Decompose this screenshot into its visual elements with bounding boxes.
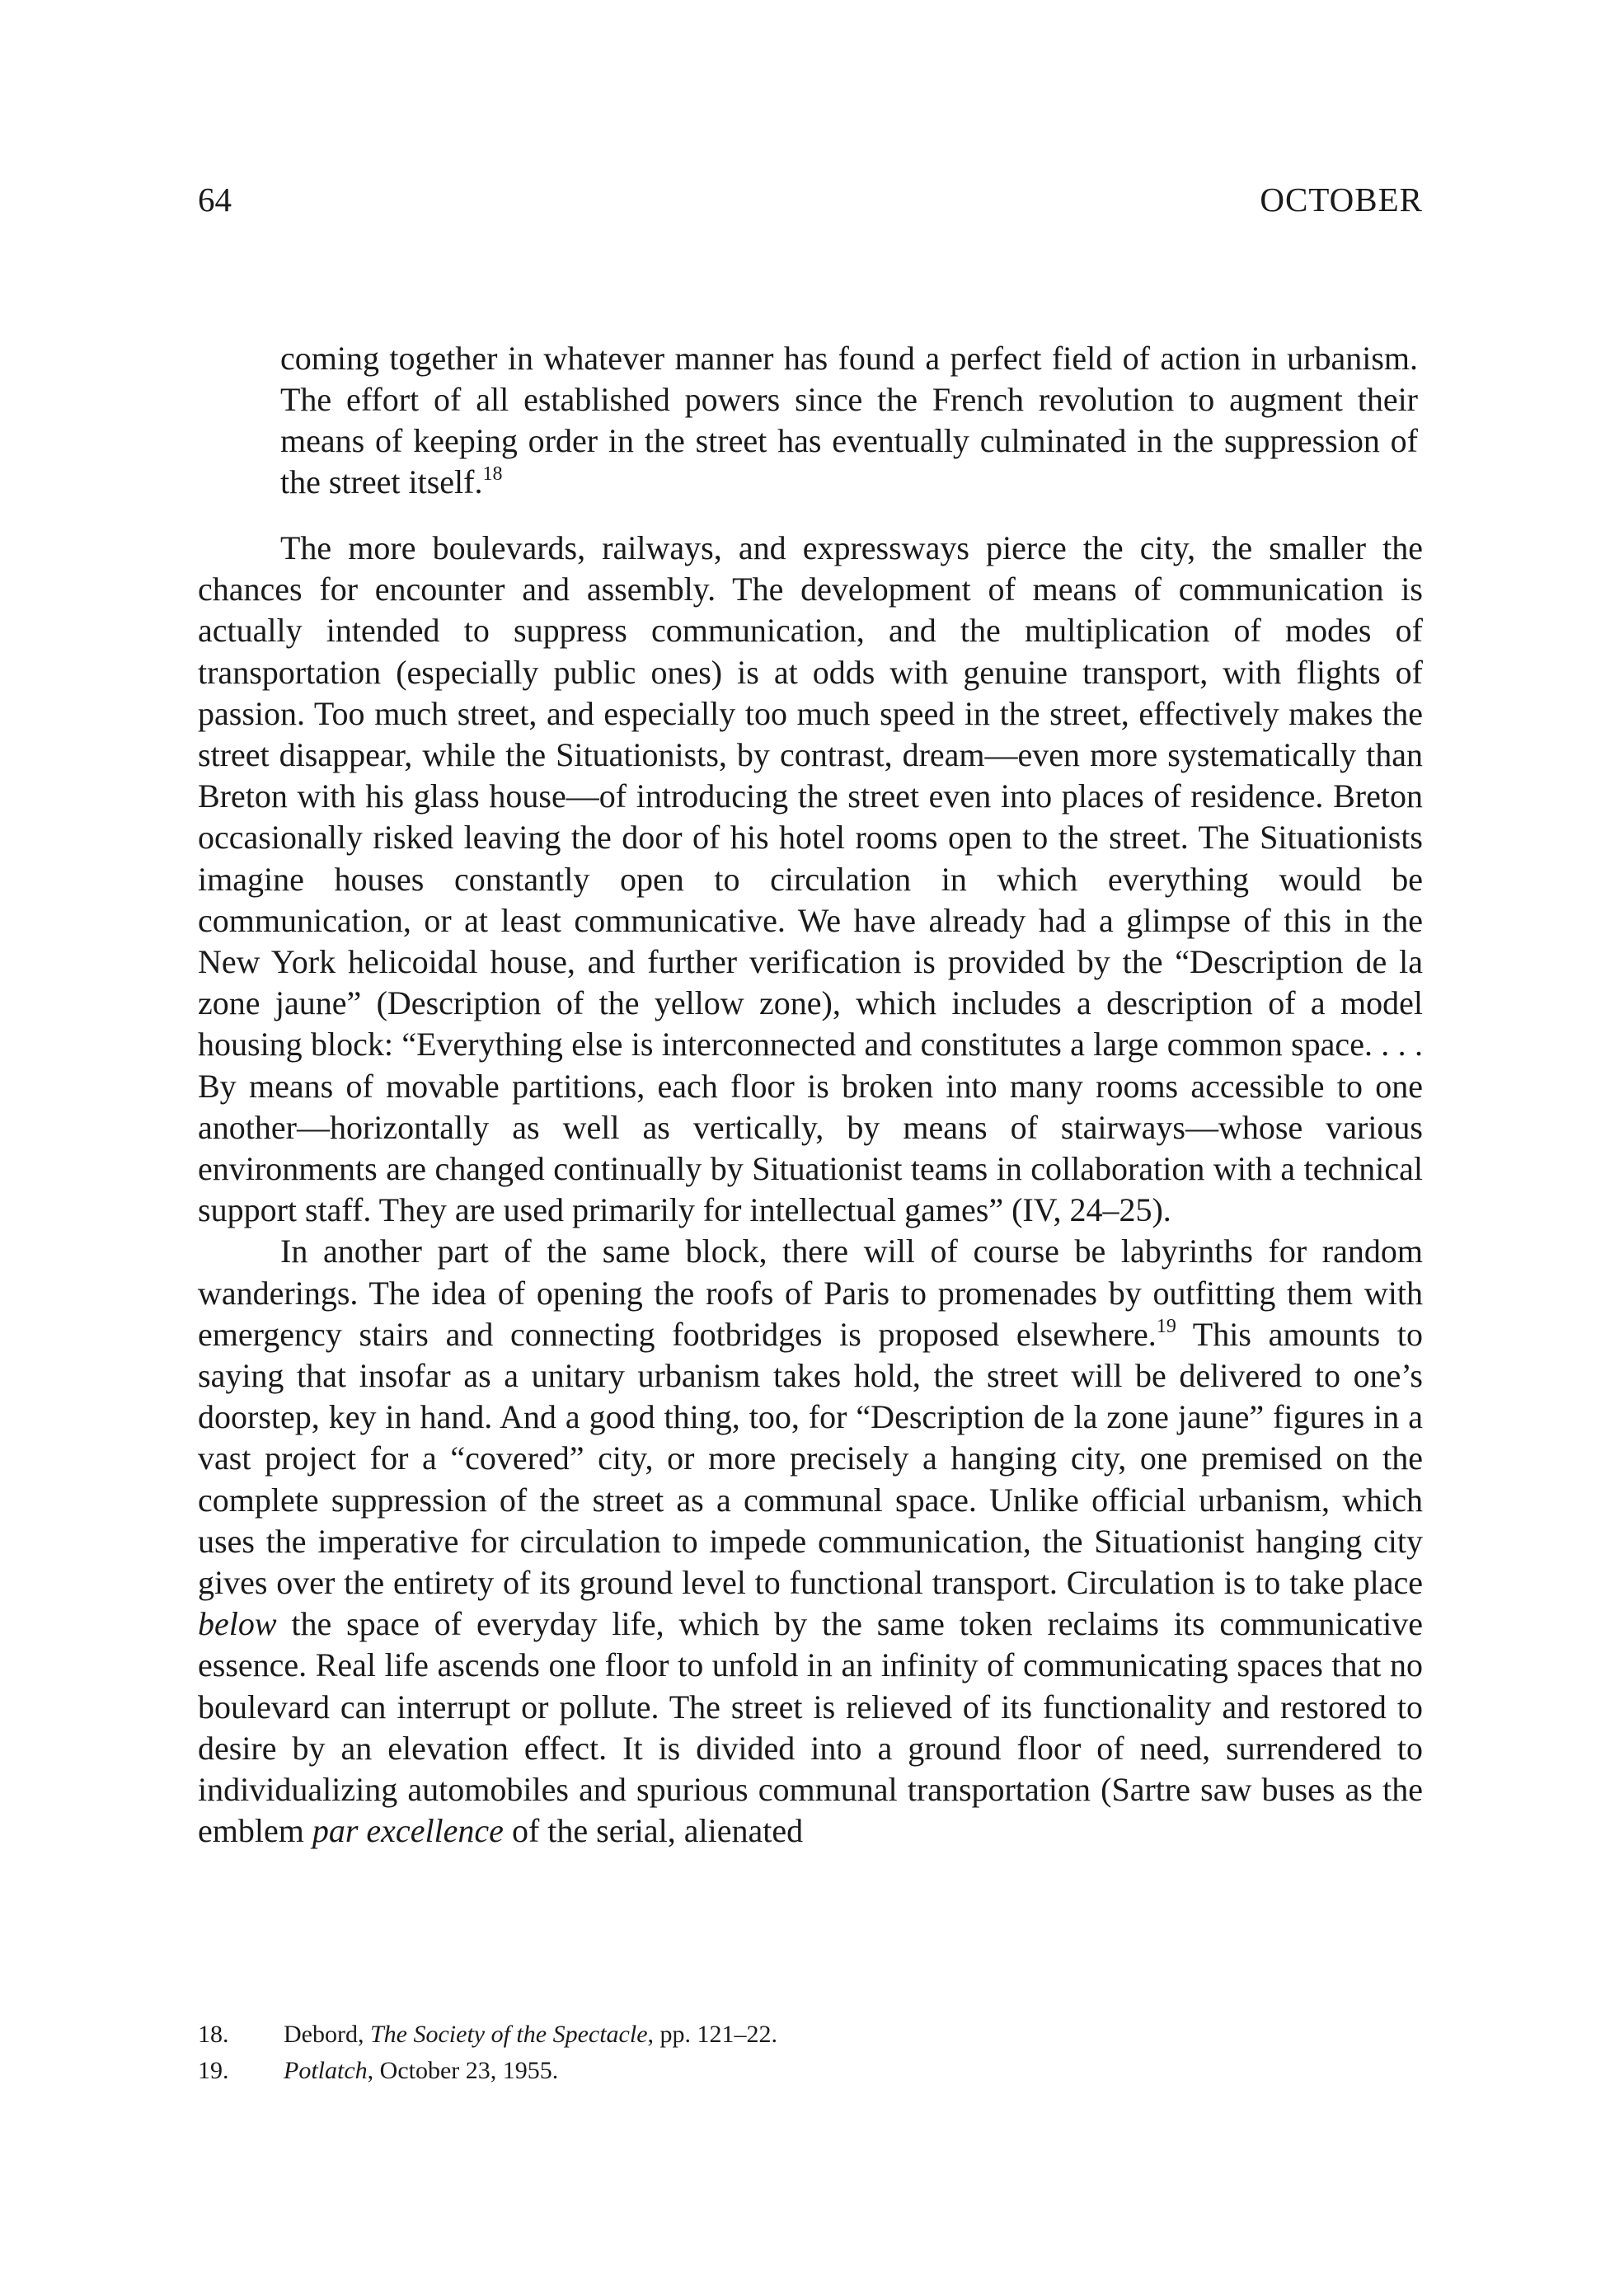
body-text bbox=[198, 528, 1423, 1852]
footnote-number: 19. bbox=[198, 2057, 229, 2084]
footnote-19 bbox=[198, 2053, 1423, 2089]
paragraph-2-italic-below: below bbox=[198, 1605, 277, 1643]
paragraph-2 bbox=[198, 1231, 1423, 1852]
footnote-title: Potlatch bbox=[284, 2057, 368, 2084]
footnote-author: Debord, bbox=[284, 2021, 370, 2048]
paragraph-2-part-2: This amounts to saying that insofar as a unitary urbanism takes hold, the street will be delivered to one’s doorstep, key in hand. And a good thing, too, for “Description de la zone jaune” figures in a vast project for a “covered” city, or more precisely a hanging city, one premised on the complete suppression of the street as a communal space. Unlike official urbanism, which uses the imperative for circulation to impede communication, the Situationist hanging city gives over the entirety of its ground level to functional transport. Circulation is to take place bbox=[198, 1315, 1424, 1602]
footnote-title: The Society of the Spectacle bbox=[369, 2021, 648, 2048]
block-quote bbox=[280, 338, 1418, 503]
paragraph-2-part-1: In another part of the same block, there will of course be labyrinths for random wanderings. The idea of opening the roofs of Paris to promenades by outfitting them with emergency stairs and connecting footbridges is proposed elsewhere. bbox=[198, 1233, 1423, 1353]
footnote-18 bbox=[198, 2017, 1423, 2053]
footnote-number: 18. bbox=[198, 2021, 229, 2048]
paragraph-1: The more boulevards, railways, and expressways pierce the city, the smaller the chances for encounter and assembly. The development of means of communication is actually intended to suppress communication, and the multiplication of modes of transportation (especially public ones) is at odds with genuine transport, with flights of passion. Too much street, and especially too much speed in the street, effectively makes the street disappear, while the Situationists, by contrast, dream—even more systematically than Breton with his glass house—of introducing the street even into places of residence. Breton occasionally risked leaving the door of his hotel rooms open to the street. The Situationists imagine houses constantly open to circulation in which everything would be communication, or at least communicative. We have already had a glimpse of this in the New York helicoidal house, and further verification is provided by the “Description de la zone jaune” (Description of the yellow zone), which includes a description of a model housing block: “Everything else is interconnected and constitutes a large common space. . . . By means of movable partitions, each floor is broken into many rooms accessible to one another—horizontally as well as vertically, by means of stairways—whose various environments are changed continually by Situationist teams in collaboration with a technical support staff. They are used primarily for intellectual games” (IV, 24–25). bbox=[198, 529, 1423, 1229]
footnote-rest: , October 23, 1955. bbox=[367, 2057, 559, 2084]
footnote-ref-18[interactable]: 18 bbox=[482, 463, 503, 485]
block-quote-text: coming together in whatever manner has found a perfect field of action in urbanism. The effort of all established powers since the French revolution to augment their means of keeping order in the street has eventually culminated in the suppression of the street itself. bbox=[280, 340, 1418, 500]
footnote-ref-19[interactable]: 19 bbox=[1156, 1315, 1176, 1337]
page-header bbox=[198, 183, 1423, 232]
running-head: OCTOBER bbox=[1260, 181, 1423, 218]
footnote-rest: , pp. 121–22. bbox=[647, 2021, 778, 2048]
paragraph-2-italic-par-excellence: par excellence bbox=[312, 1812, 504, 1850]
page-number: 64 bbox=[198, 181, 232, 218]
footnotes bbox=[198, 2017, 1423, 2089]
footnote-text bbox=[284, 2053, 558, 2089]
paragraph-2-part-4: of the serial, alienated bbox=[503, 1812, 804, 1850]
paragraph-2-part-3: the space of everyday life, which by the same token reclaims its communicative essence. Real life ascends one floor to unfold in an infinity of communicating spaces that no boulevard can interrupt or pollute. The street is relieved of its functionality and restored to desire by an elevation effect. It is divided into a ground floor of need, surrendered to individualizing automobiles and spurious communal transportation (Sartre saw buses as the emblem bbox=[198, 1605, 1423, 1850]
footnote-text bbox=[284, 2017, 777, 2053]
